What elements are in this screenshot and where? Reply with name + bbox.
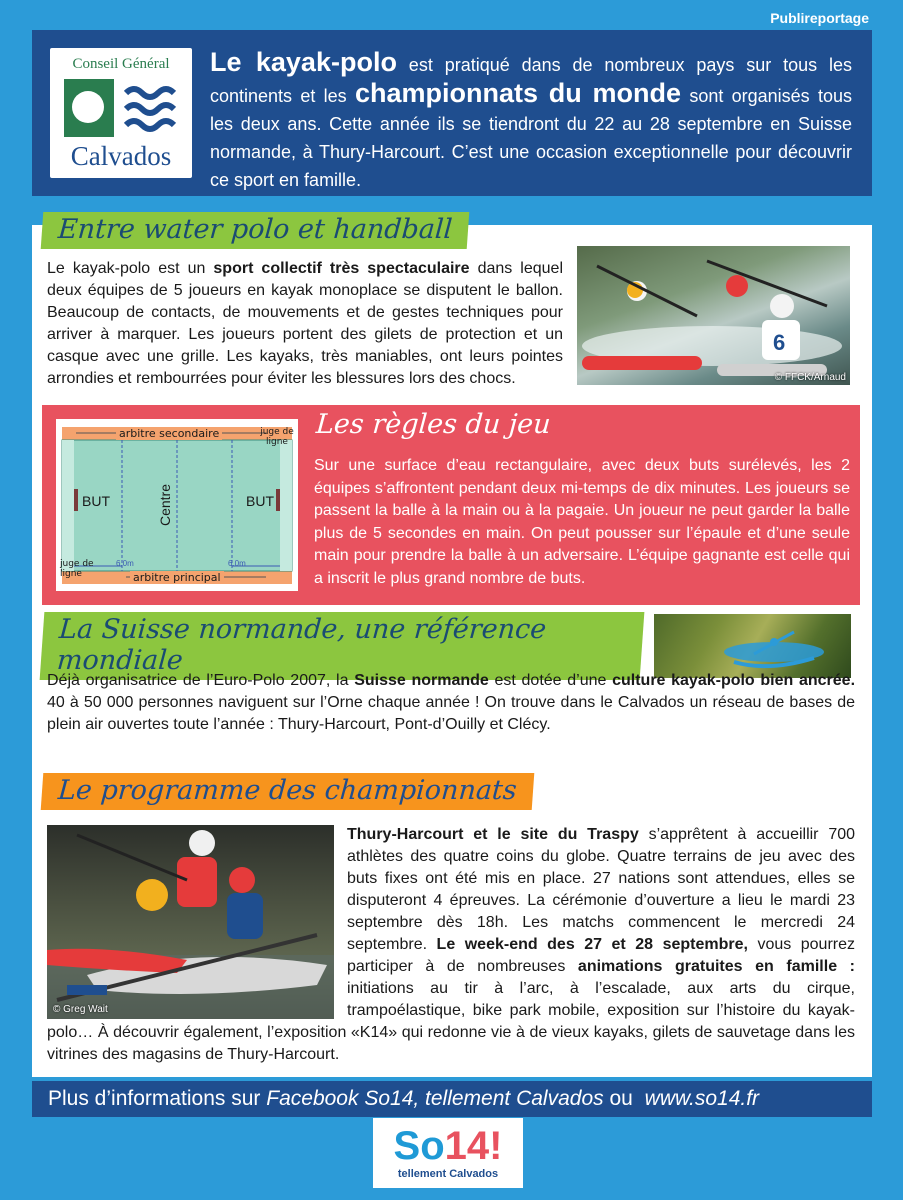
section3-text bbox=[47, 670, 855, 736]
text-part: dans lequel deux équipes de 5 joueurs en kayak monoplace se disputent le ballon. Beaucoup de contacts, de mouvements et de gestes techniques pour arriver à marquer. Les joueurs portent des gilets de protection et un casque avec une grille. Les kayaks, très maniables, ont leurs pointes arrondies et rembourrées pour éviter les blessures lors des chocs. bbox=[47, 260, 564, 387]
so14-tagline: tellement Calvados bbox=[397, 1168, 499, 1180]
kayaker-logo-icon bbox=[654, 614, 851, 678]
text-bold: culture kayak-polo bien ancrée. bbox=[612, 672, 856, 689]
float-spacer bbox=[47, 824, 347, 1022]
section1-text bbox=[47, 258, 563, 390]
label-distance-left: 6.0m bbox=[116, 559, 134, 568]
text-part: est dotée d’une bbox=[488, 672, 613, 689]
text-part: vous pourrez participer à de nombreuses bbox=[347, 936, 855, 975]
field-diagram bbox=[56, 419, 298, 591]
suisse-normande-photo bbox=[654, 614, 851, 678]
kayak-polo-photo-1 bbox=[577, 246, 850, 385]
section-title-water-polo: Entre water polo et handball bbox=[41, 212, 470, 249]
rules-text: Sur une surface d’eau rectangulaire, avec deux buts surélevés, les 2 équipes s’affrontent pendant deux mi-temps de dix minutes. Les joueurs se passent la balle à la main ou à la pagaie. Un joueur ne peut garder la balle plus de 5 secondes en main. On peut pousser sur l’épaule et d’une seule main pour prendre la balle à un adversaire. L’équipe gagnante est celle qui a inscrit le plus grand nombre de buts. bbox=[314, 457, 850, 587]
website-link[interactable]: www.so14.fr bbox=[644, 1087, 760, 1110]
so14-num: 14 bbox=[444, 1124, 490, 1168]
facebook-link[interactable]: Facebook So14, tellement Calvados bbox=[266, 1087, 604, 1110]
label-arbitre-principal: arbitre principal bbox=[130, 571, 224, 584]
text-bold: animations gratuites en famille : bbox=[577, 958, 856, 975]
logo-top-text: Conseil Général bbox=[72, 56, 170, 72]
intro-header bbox=[32, 30, 872, 196]
kayak-players-illustration bbox=[577, 246, 850, 385]
label-arbitre-secondaire: arbitre secondaire bbox=[116, 427, 222, 440]
text-bold: Suisse normande bbox=[354, 672, 489, 689]
so14-logo bbox=[373, 1118, 523, 1188]
section-title-programme: Le programme des championnats bbox=[41, 773, 534, 810]
intro-text-part: est pratiqué dans de nombreux pays sur tous les continents et les bbox=[210, 55, 852, 106]
text-part: s’apprêtent à accueillir 700 athlètes des quatre coins du globe. Quatre terrains de jeu avec des buts fixes ont été mis en place. 27 nations sont attendues, elles se disputeront 4 épreuves. La cérémonie d’ouverture a lieu le mardi 23 septembre dès 18h. Les matchs commencent le mercredi 24 septembre. bbox=[347, 826, 856, 953]
label-distance-right: 6.0m bbox=[228, 559, 246, 568]
so14-wordmark bbox=[373, 1124, 523, 1168]
intro-text bbox=[210, 48, 852, 194]
so14-exclamation: ! bbox=[489, 1124, 503, 1168]
logo-bottom-text: Calvados bbox=[70, 141, 172, 171]
section-title-suisse-normande: La Suisse normande, une référence mondiale bbox=[40, 612, 645, 680]
text-part: Le kayak-polo est un bbox=[47, 260, 214, 277]
svg-text:6: 6 bbox=[773, 330, 786, 355]
text-part: 40 à 50 000 personnes naviguent sur l’Orne chaque année ! On trouve dans le Calvados un réseau de bases de plein air ouvertes toute l’année : Thury-Harcourt, Pont-d’Ouilly et Clécy. bbox=[47, 694, 855, 733]
label-juge-ligne-top: juge de ligne bbox=[260, 427, 294, 447]
label-juge-ligne-bottom: juge de ligne bbox=[60, 559, 94, 579]
label-centre: Centre bbox=[157, 483, 174, 527]
publireportage-tag: Publireportage bbox=[770, 10, 869, 26]
text-part: Déjà organisatrice de l’Euro-Polo 2007, la bbox=[47, 672, 355, 689]
apple-icon bbox=[72, 91, 104, 123]
footer-text: ou bbox=[603, 1087, 639, 1110]
label-but-left: BUT bbox=[82, 493, 110, 509]
logo-graphic bbox=[50, 79, 192, 137]
photo-credit-2: © Greg Wait bbox=[53, 1004, 108, 1015]
photo-credit-1: © FFCK/Arnaud bbox=[774, 372, 846, 383]
intro-text-part: sont organisés tous les deux ans. Cette année ils se tiendront du 22 au 28 septembre en Suisse normande, à Thury-Harcourt. C’est une occasion exceptionnelle pour découvrir ce sport en famille. bbox=[210, 86, 852, 190]
rules-section bbox=[42, 405, 860, 605]
section4-text bbox=[47, 824, 855, 1066]
intro-term-championnats: championnats du monde bbox=[354, 78, 682, 108]
text-part: initiations au tir à l’arc, à l’escalade, aux arts du cirque, trampoélastique, bike park mobile, exposition sur l’histoire du kayak-polo… À découvrir également, l’exposition «K14» qui redonne vie à de vieux kayaks, gilets de sauvetage dans les vitrines des magasins de Thury-Harcourt. bbox=[47, 980, 855, 1063]
footer-text: Plus d’informations sur bbox=[48, 1087, 267, 1110]
intro-term-kayak-polo: Le kayak-polo bbox=[210, 47, 397, 77]
text-bold: Thury-Harcourt et le site du Traspy bbox=[347, 826, 639, 843]
label-but-right: BUT bbox=[246, 493, 274, 509]
so14-so: So bbox=[393, 1124, 445, 1168]
text-bold: sport collectif très spectaculaire bbox=[213, 260, 470, 277]
section-title-regles: Les règles du jeu bbox=[314, 409, 552, 440]
waves-icon bbox=[124, 83, 180, 133]
footer-info-bar bbox=[32, 1081, 872, 1117]
text-bold: Le week-end des 27 et 28 septembre, bbox=[436, 936, 748, 953]
conseil-general-logo bbox=[50, 48, 192, 178]
